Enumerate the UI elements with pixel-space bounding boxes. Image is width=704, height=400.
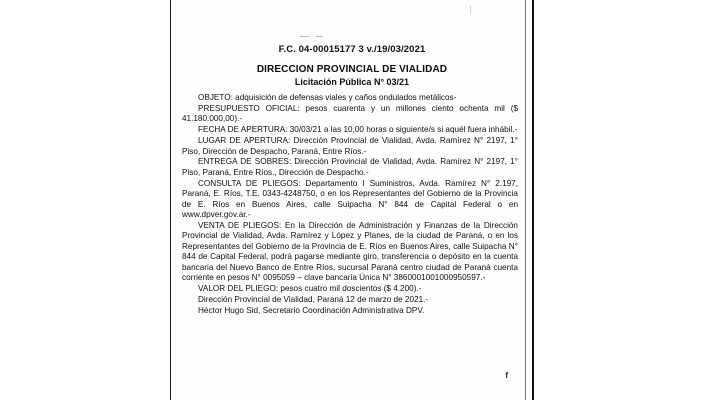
paragraph-lugar-apertura: LUGAR DE APERTURA: Dirección Provincial de Vialidad, Avda. Ramírez N° 2197, 1° Piso, Dirección de Despacho, Paraná, Entre Ríos.- (182, 136, 518, 156)
paragraph-venta-pliegos: VENTA DE PLIEGOS: En la Dirección de Administración y Finanzas de la Dirección Provincial de Vialidad, Avda. Ramírez y López y Planes, de la ciudad de Paraná, o en los Representantes del Gobierno de la Provincia de E. Ríos en Buenos Aires, calle Suipacha N° 844 de Capital Federal, podrá pagarse mediante giro, transferencia o depósito en la cuenta bancaria del Nuevo Banco de Entre Ríos, sucursal Paraná centro ciudad de Paraná cuenta corriente en pesos N° 0095059 – clave bancaria Única N° 3860001001000950597.- (182, 220, 518, 282)
left-margin-rule (170, 0, 171, 400)
right-inner-rule (525, 0, 526, 400)
paragraph-consulta-pliegos: CONSULTA DE PLIEGOS: Departamento I Suministros, Avda. Ramírez N° 2.197, Paraná, E. Ríos, T.E. 0343-4248750, o en los Representantes del Gobierno de la Provincia de E. Ríos en Buenos Aires, calle Suipacha N° 844 de Capital Federal o en www.dpver.gov.ar.- (182, 178, 518, 219)
organization-title: DIRECCION PROVINCIAL DE VIALIDAD (256, 64, 448, 75)
document-content (180, 0, 524, 400)
scanned-column (170, 0, 534, 400)
paragraph-entrega-sobres: ENTREGA DE SOBRES: Dirección Provincial de Vialidad, Avda. Ramírez N° 2197, 1° Piso, Paraná, Entre Ríos., Dirección de Despacho.- (182, 157, 518, 177)
body-paragraphs (180, 93, 524, 316)
paragraph-firma: Héctor Hugo Sid, Secretario Coordinación Administrativa DPV. (198, 305, 425, 315)
paragraph-lugar-fecha: Dirección Provincial de Vialidad, Paraná 12 de marzo de 2021.- (198, 294, 429, 304)
paragraph-valor-pliego: VALOR DEL PLIEGO: pesos cuatro mil doscientos ($ 4.200).- (198, 283, 422, 293)
header-reference: F.C. 04-00015177 3 v./19/03/2021 (278, 44, 426, 55)
paragraph-fecha-apertura: FECHA DE APERTURA: 30/03/21 a las 10,00 horas o siguiente/s si aquél fuera inhábil.- (198, 125, 518, 135)
paragraph-presupuesto: PRESUPUESTO OFICIAL: pesos cuarenta y un millones ciento ochenta mil ($ 41.180.000,00).- (182, 103, 518, 124)
paragraph-objeto: OBJETO: adquisición de defensas viales y caños ondulados metálicos- (198, 93, 457, 102)
right-margin-rule (532, 0, 534, 400)
tender-subtitle: Licitación Pública N° 03/21 (294, 77, 410, 87)
page-tail-mark: f (505, 371, 508, 380)
